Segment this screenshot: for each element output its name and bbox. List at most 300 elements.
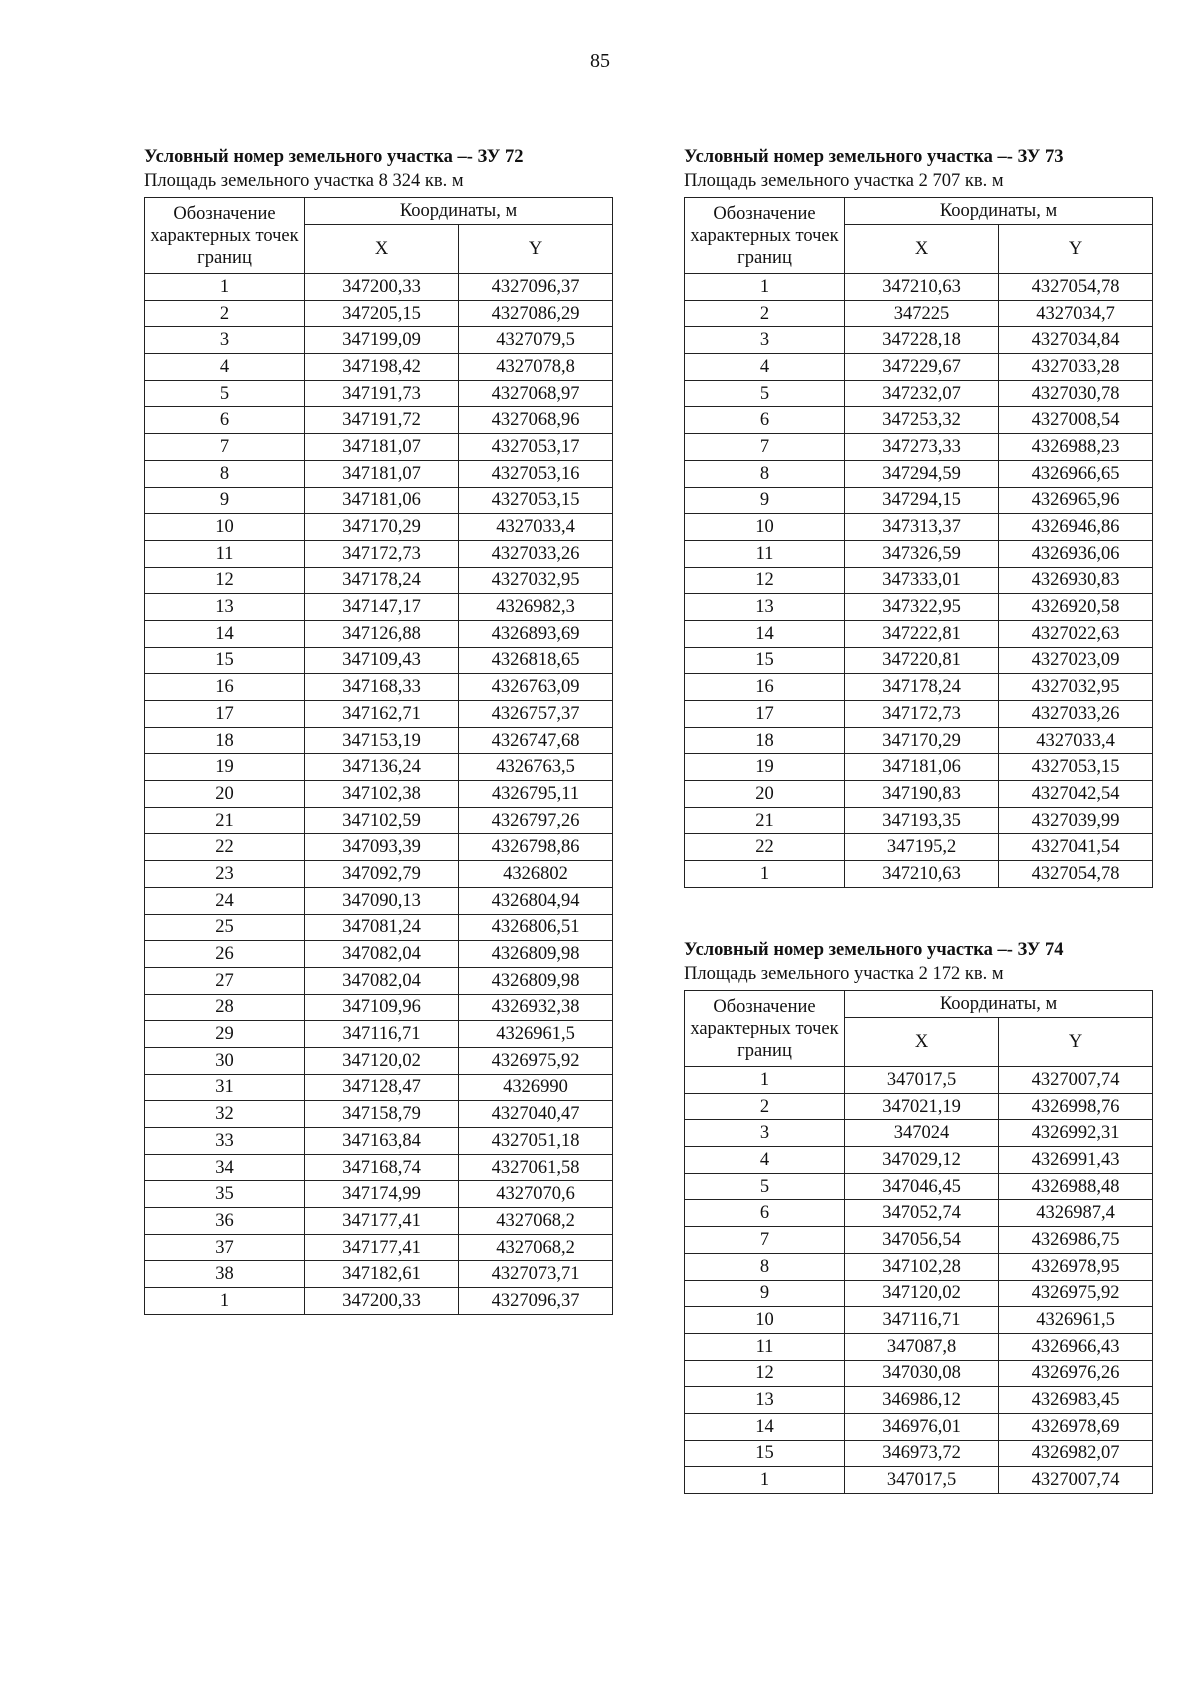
- point-id-cell: 1: [685, 274, 845, 301]
- point-id-cell: 21: [685, 807, 845, 834]
- table-row: [145, 781, 613, 808]
- y-coordinate-cell: 4326809,98: [459, 941, 613, 968]
- table-row: [145, 1154, 613, 1181]
- x-coordinate-cell: 347102,59: [305, 807, 459, 834]
- table-row: [685, 861, 1153, 888]
- x-coordinate-cell: 347313,37: [845, 514, 999, 541]
- y-coordinate-cell: 4327007,74: [999, 1467, 1153, 1494]
- x-coordinate-cell: 347178,24: [305, 567, 459, 594]
- y-coordinate-cell: 4327096,37: [459, 274, 613, 301]
- table-row: [685, 1413, 1153, 1440]
- point-id-cell: 19: [685, 754, 845, 781]
- y-coordinate-cell: 4327073,71: [459, 1261, 613, 1288]
- table-row: [685, 380, 1153, 407]
- x-coordinate-cell: 347082,04: [305, 967, 459, 994]
- table-row: [145, 540, 613, 567]
- y-coordinate-cell: 4326932,38: [459, 994, 613, 1021]
- point-id-cell: 3: [685, 1120, 845, 1147]
- point-id-cell: 7: [685, 1227, 845, 1254]
- y-coordinate-cell: 4327032,95: [459, 567, 613, 594]
- point-id-cell: 8: [685, 1253, 845, 1280]
- x-coordinate-cell: 347178,24: [845, 674, 999, 701]
- point-id-cell: 24: [145, 887, 305, 914]
- point-id-cell: 10: [685, 1307, 845, 1334]
- coordinates-table: [144, 197, 613, 1315]
- table-row: [145, 274, 613, 301]
- y-coordinate-cell: 4327078,8: [459, 354, 613, 381]
- x-coordinate-cell: 347116,71: [305, 1021, 459, 1048]
- table-row: [145, 754, 613, 781]
- x-coordinate-cell: 347158,79: [305, 1101, 459, 1128]
- x-coordinate-cell: 347029,12: [845, 1147, 999, 1174]
- point-id-cell: 17: [685, 701, 845, 728]
- table-row: [145, 327, 613, 354]
- x-coordinate-cell: 347198,42: [305, 354, 459, 381]
- x-coordinate-cell: 347168,74: [305, 1154, 459, 1181]
- y-coordinate-cell: 4326795,11: [459, 781, 613, 808]
- x-coordinate-cell: 347030,08: [845, 1360, 999, 1387]
- x-coordinate-cell: 347128,47: [305, 1074, 459, 1101]
- x-coordinate-cell: 347182,61: [305, 1261, 459, 1288]
- x-coordinate-cell: 347199,09: [305, 327, 459, 354]
- table-row: [145, 994, 613, 1021]
- table-row: [685, 1200, 1153, 1227]
- table-header: [145, 198, 613, 274]
- coordinates-table: [684, 197, 1153, 888]
- y-coordinate-cell: 4327054,78: [999, 274, 1153, 301]
- point-id-cell: 1: [145, 1288, 305, 1315]
- x-coordinate-cell: 347147,17: [305, 594, 459, 621]
- table-row: [685, 460, 1153, 487]
- y-coordinate-cell: 4326990: [459, 1074, 613, 1101]
- point-id-cell: 14: [685, 1413, 845, 1440]
- point-id-cell: 9: [145, 487, 305, 514]
- y-coordinate-cell: 4327023,09: [999, 647, 1153, 674]
- y-coordinate-cell: 4326818,65: [459, 647, 613, 674]
- x-coordinate-cell: 347326,59: [845, 540, 999, 567]
- table-row: [685, 1093, 1153, 1120]
- x-coordinate-cell: 347136,24: [305, 754, 459, 781]
- table-row: [145, 1261, 613, 1288]
- point-id-cell: 5: [685, 1173, 845, 1200]
- x-coordinate-cell: 347087,8: [845, 1333, 999, 1360]
- point-column-header: Обозначение характерных точек границ: [145, 198, 305, 274]
- plot-area: Площадь земельного участка 8 324 кв. м: [144, 171, 464, 191]
- x-coordinate-cell: 347322,95: [845, 594, 999, 621]
- point-id-cell: 4: [145, 354, 305, 381]
- x-coordinate-cell: 347081,24: [305, 914, 459, 941]
- table-row: [685, 1333, 1153, 1360]
- y-coordinate-cell: 4327068,2: [459, 1208, 613, 1235]
- point-id-cell: 26: [145, 941, 305, 968]
- table-row: [685, 1173, 1153, 1200]
- y-coordinate-cell: 4326961,5: [999, 1307, 1153, 1334]
- x-coordinate-cell: 347093,39: [305, 834, 459, 861]
- point-id-cell: 11: [145, 540, 305, 567]
- x-coordinate-cell: 347172,73: [845, 701, 999, 728]
- table-row: [145, 1208, 613, 1235]
- y-coordinate-cell: 4326763,09: [459, 674, 613, 701]
- table-row: [685, 727, 1153, 754]
- table-row: [685, 620, 1153, 647]
- x-coordinate-cell: 347170,29: [845, 727, 999, 754]
- point-id-cell: 2: [685, 300, 845, 327]
- y-column-header: Y: [999, 1018, 1153, 1067]
- plot-area: Площадь земельного участка 2 172 кв. м: [684, 964, 1004, 984]
- table-row: [145, 727, 613, 754]
- plot-section: [144, 145, 612, 1315]
- x-coordinate-cell: 347181,07: [305, 434, 459, 461]
- x-coordinate-cell: 347181,07: [305, 460, 459, 487]
- point-id-cell: 17: [145, 701, 305, 728]
- table-row: [685, 1120, 1153, 1147]
- point-id-cell: 27: [145, 967, 305, 994]
- y-coordinate-cell: 4326804,94: [459, 887, 613, 914]
- point-id-cell: 7: [145, 434, 305, 461]
- y-coordinate-cell: 4327033,26: [459, 540, 613, 567]
- y-coordinate-cell: 4327068,96: [459, 407, 613, 434]
- plot-area: Площадь земельного участка 2 707 кв. м: [684, 171, 1004, 191]
- table-row: [685, 594, 1153, 621]
- table-row: [685, 1387, 1153, 1414]
- table-row: [145, 1021, 613, 1048]
- y-coordinate-cell: 4327068,97: [459, 380, 613, 407]
- x-coordinate-cell: 347200,33: [305, 274, 459, 301]
- point-id-cell: 5: [685, 380, 845, 407]
- point-id-cell: 10: [685, 514, 845, 541]
- point-id-cell: 2: [145, 300, 305, 327]
- x-coordinate-cell: 347116,71: [845, 1307, 999, 1334]
- table-row: [685, 540, 1153, 567]
- y-coordinate-cell: 4327054,78: [999, 861, 1153, 888]
- x-coordinate-cell: 347153,19: [305, 727, 459, 754]
- x-coordinate-cell: 346973,72: [845, 1440, 999, 1467]
- y-coordinate-cell: 4327053,16: [459, 460, 613, 487]
- y-coordinate-cell: 4326983,45: [999, 1387, 1153, 1414]
- table-row: [145, 887, 613, 914]
- point-id-cell: 1: [145, 274, 305, 301]
- table-row: [145, 380, 613, 407]
- x-coordinate-cell: 347109,96: [305, 994, 459, 1021]
- x-coordinate-cell: 347126,88: [305, 620, 459, 647]
- table-row: [145, 1234, 613, 1261]
- point-column-header: Обозначение характерных точек границ: [685, 198, 845, 274]
- y-coordinate-cell: 4326986,75: [999, 1227, 1153, 1254]
- x-coordinate-cell: 347210,63: [845, 861, 999, 888]
- x-coordinate-cell: 347172,73: [305, 540, 459, 567]
- table-row: [145, 460, 613, 487]
- x-coordinate-cell: 347170,29: [305, 514, 459, 541]
- table-row: [685, 1067, 1153, 1094]
- table-row: [685, 1440, 1153, 1467]
- y-coordinate-cell: 4326988,23: [999, 434, 1153, 461]
- table-row: [145, 594, 613, 621]
- point-id-cell: 6: [685, 407, 845, 434]
- point-id-cell: 28: [145, 994, 305, 1021]
- point-id-cell: 29: [145, 1021, 305, 1048]
- x-coordinate-cell: 347193,35: [845, 807, 999, 834]
- point-id-cell: 23: [145, 861, 305, 888]
- point-id-cell: 6: [145, 407, 305, 434]
- table-row: [685, 1227, 1153, 1254]
- x-coordinate-cell: 347190,83: [845, 781, 999, 808]
- x-coordinate-cell: 347191,72: [305, 407, 459, 434]
- point-id-cell: 11: [685, 1333, 845, 1360]
- point-id-cell: 36: [145, 1208, 305, 1235]
- x-coordinate-cell: 347177,41: [305, 1208, 459, 1235]
- x-coordinate-cell: 347294,15: [845, 487, 999, 514]
- x-coordinate-cell: 347046,45: [845, 1173, 999, 1200]
- table-row: [685, 514, 1153, 541]
- y-coordinate-cell: 4326992,31: [999, 1120, 1153, 1147]
- x-coordinate-cell: 347024: [845, 1120, 999, 1147]
- point-id-cell: 9: [685, 487, 845, 514]
- y-coordinate-cell: 4326763,5: [459, 754, 613, 781]
- point-id-cell: 18: [145, 727, 305, 754]
- x-coordinate-cell: 347229,67: [845, 354, 999, 381]
- x-column-header: X: [845, 1018, 999, 1067]
- table-row: [145, 1101, 613, 1128]
- point-id-cell: 22: [685, 834, 845, 861]
- point-id-cell: 20: [145, 781, 305, 808]
- x-coordinate-cell: 347092,79: [305, 861, 459, 888]
- x-coordinate-cell: 346986,12: [845, 1387, 999, 1414]
- y-coordinate-cell: 4327034,7: [999, 300, 1153, 327]
- point-id-cell: 9: [685, 1280, 845, 1307]
- table-row: [685, 674, 1153, 701]
- table-row: [685, 1280, 1153, 1307]
- y-coordinate-cell: 4327008,54: [999, 407, 1153, 434]
- table-row: [145, 701, 613, 728]
- table-row: [685, 781, 1153, 808]
- y-coordinate-cell: 4327068,2: [459, 1234, 613, 1261]
- table-row: [145, 1047, 613, 1074]
- x-column-header: X: [305, 225, 459, 274]
- y-coordinate-cell: 4327033,28: [999, 354, 1153, 381]
- table-row: [685, 567, 1153, 594]
- y-column-header: Y: [999, 225, 1153, 274]
- point-id-cell: 13: [145, 594, 305, 621]
- table-row: [685, 1467, 1153, 1494]
- point-id-cell: 12: [685, 1360, 845, 1387]
- table-header: [685, 198, 1153, 274]
- point-id-cell: 7: [685, 434, 845, 461]
- y-coordinate-cell: 4326797,26: [459, 807, 613, 834]
- table-row: [145, 514, 613, 541]
- table-row: [145, 941, 613, 968]
- x-coordinate-cell: 347253,32: [845, 407, 999, 434]
- y-coordinate-cell: 4327053,17: [459, 434, 613, 461]
- y-coordinate-cell: 4327051,18: [459, 1128, 613, 1155]
- table-row: [145, 434, 613, 461]
- y-coordinate-cell: 4327053,15: [459, 487, 613, 514]
- point-id-cell: 15: [685, 1440, 845, 1467]
- point-id-cell: 13: [685, 1387, 845, 1414]
- y-coordinate-cell: 4326757,37: [459, 701, 613, 728]
- x-coordinate-cell: 347017,5: [845, 1467, 999, 1494]
- x-coordinate-cell: 347273,33: [845, 434, 999, 461]
- x-coordinate-cell: 347168,33: [305, 674, 459, 701]
- x-coordinate-cell: 347082,04: [305, 941, 459, 968]
- x-coordinate-cell: 347225: [845, 300, 999, 327]
- table-row: [685, 274, 1153, 301]
- x-coordinate-cell: 347090,13: [305, 887, 459, 914]
- point-id-cell: 34: [145, 1154, 305, 1181]
- point-id-cell: 6: [685, 1200, 845, 1227]
- x-coordinate-cell: 347220,81: [845, 647, 999, 674]
- point-id-cell: 1: [685, 861, 845, 888]
- point-id-cell: 2: [685, 1093, 845, 1120]
- y-coordinate-cell: 4327030,78: [999, 380, 1153, 407]
- y-coordinate-cell: 4327040,47: [459, 1101, 613, 1128]
- table-row: [145, 834, 613, 861]
- x-coordinate-cell: 347195,2: [845, 834, 999, 861]
- table-row: [685, 1147, 1153, 1174]
- table-row: [685, 434, 1153, 461]
- point-id-cell: 37: [145, 1234, 305, 1261]
- plot-title: Условный номер земельного участка –- ЗУ 72: [144, 147, 524, 167]
- table-row: [145, 807, 613, 834]
- table-row: [145, 1288, 613, 1315]
- coordinates-column-header: Координаты, м: [845, 198, 1153, 225]
- point-id-cell: 18: [685, 727, 845, 754]
- coordinates-column-header: Координаты, м: [305, 198, 613, 225]
- x-coordinate-cell: 347162,71: [305, 701, 459, 728]
- table-row: [145, 567, 613, 594]
- x-coordinate-cell: 347181,06: [845, 754, 999, 781]
- table-row: [685, 487, 1153, 514]
- point-id-cell: 22: [145, 834, 305, 861]
- table-row: [145, 647, 613, 674]
- x-coordinate-cell: 346976,01: [845, 1413, 999, 1440]
- table-row: [145, 1074, 613, 1101]
- point-id-cell: 19: [145, 754, 305, 781]
- y-coordinate-cell: 4326978,69: [999, 1413, 1153, 1440]
- table-row: [145, 861, 613, 888]
- table-row: [685, 1253, 1153, 1280]
- x-coordinate-cell: 347109,43: [305, 647, 459, 674]
- x-coordinate-cell: 347181,06: [305, 487, 459, 514]
- point-id-cell: 4: [685, 1147, 845, 1174]
- y-coordinate-cell: 4326936,06: [999, 540, 1153, 567]
- point-id-cell: 13: [685, 594, 845, 621]
- y-coordinate-cell: 4326975,92: [999, 1280, 1153, 1307]
- table-row: [145, 354, 613, 381]
- point-id-cell: 31: [145, 1074, 305, 1101]
- x-coordinate-cell: 347294,59: [845, 460, 999, 487]
- point-column-header: Обозначение характерных точек границ: [685, 991, 845, 1067]
- point-id-cell: 15: [145, 647, 305, 674]
- y-coordinate-cell: 4326982,07: [999, 1440, 1153, 1467]
- table-row: [685, 354, 1153, 381]
- point-id-cell: 38: [145, 1261, 305, 1288]
- y-coordinate-cell: 4327061,58: [459, 1154, 613, 1181]
- x-coordinate-cell: 347120,02: [845, 1280, 999, 1307]
- point-id-cell: 10: [145, 514, 305, 541]
- point-id-cell: 30: [145, 1047, 305, 1074]
- table-row: [145, 407, 613, 434]
- y-coordinate-cell: 4326747,68: [459, 727, 613, 754]
- table-row: [685, 300, 1153, 327]
- table-row: [685, 754, 1153, 781]
- y-coordinate-cell: 4326975,92: [459, 1047, 613, 1074]
- y-coordinate-cell: 4326930,83: [999, 567, 1153, 594]
- table-row: [145, 300, 613, 327]
- plot-section: [684, 938, 1152, 1494]
- y-coordinate-cell: 4326988,48: [999, 1173, 1153, 1200]
- plot-title: Условный номер земельного участка –- ЗУ 74: [684, 940, 1064, 960]
- x-coordinate-cell: 347222,81: [845, 620, 999, 647]
- table-row: [685, 327, 1153, 354]
- y-coordinate-cell: 4326982,3: [459, 594, 613, 621]
- y-coordinate-cell: 4326946,86: [999, 514, 1153, 541]
- x-coordinate-cell: 347200,33: [305, 1288, 459, 1315]
- table-row: [145, 487, 613, 514]
- y-coordinate-cell: 4327033,4: [999, 727, 1153, 754]
- x-coordinate-cell: 347333,01: [845, 567, 999, 594]
- table-row: [145, 967, 613, 994]
- x-column-header: X: [845, 225, 999, 274]
- table-row: [145, 674, 613, 701]
- point-id-cell: 1: [685, 1067, 845, 1094]
- table-row: [685, 1360, 1153, 1387]
- y-coordinate-cell: 4326809,98: [459, 967, 613, 994]
- y-coordinate-cell: 4327042,54: [999, 781, 1153, 808]
- plot-title: Условный номер земельного участка –- ЗУ 73: [684, 147, 1064, 167]
- point-id-cell: 25: [145, 914, 305, 941]
- table-row: [145, 620, 613, 647]
- y-coordinate-cell: 4327053,15: [999, 754, 1153, 781]
- point-id-cell: 4: [685, 354, 845, 381]
- y-coordinate-cell: 4326806,51: [459, 914, 613, 941]
- y-coordinate-cell: 4326893,69: [459, 620, 613, 647]
- y-coordinate-cell: 4326978,95: [999, 1253, 1153, 1280]
- y-coordinate-cell: 4327032,95: [999, 674, 1153, 701]
- y-coordinate-cell: 4327033,4: [459, 514, 613, 541]
- y-coordinate-cell: 4326920,58: [999, 594, 1153, 621]
- point-id-cell: 12: [145, 567, 305, 594]
- y-coordinate-cell: 4326987,4: [999, 1200, 1153, 1227]
- table-row: [685, 807, 1153, 834]
- point-id-cell: 5: [145, 380, 305, 407]
- y-coordinate-cell: 4327034,84: [999, 327, 1153, 354]
- y-coordinate-cell: 4326976,26: [999, 1360, 1153, 1387]
- x-coordinate-cell: 347228,18: [845, 327, 999, 354]
- table-row: [685, 701, 1153, 728]
- x-coordinate-cell: 347017,5: [845, 1067, 999, 1094]
- y-coordinate-cell: 4327079,5: [459, 327, 613, 354]
- x-coordinate-cell: 347177,41: [305, 1234, 459, 1261]
- y-coordinate-cell: 4327070,6: [459, 1181, 613, 1208]
- x-coordinate-cell: 347021,19: [845, 1093, 999, 1120]
- y-coordinate-cell: 4327007,74: [999, 1067, 1153, 1094]
- point-id-cell: 33: [145, 1128, 305, 1155]
- point-id-cell: 35: [145, 1181, 305, 1208]
- table-row: [685, 834, 1153, 861]
- y-coordinate-cell: 4327041,54: [999, 834, 1153, 861]
- y-coordinate-cell: 4326802: [459, 861, 613, 888]
- x-coordinate-cell: 347205,15: [305, 300, 459, 327]
- x-coordinate-cell: 347102,38: [305, 781, 459, 808]
- x-coordinate-cell: 347232,07: [845, 380, 999, 407]
- coordinates-table: [684, 990, 1153, 1494]
- y-coordinate-cell: 4326961,5: [459, 1021, 613, 1048]
- point-id-cell: 12: [685, 567, 845, 594]
- x-coordinate-cell: 347191,73: [305, 380, 459, 407]
- plot-section: [684, 145, 1152, 888]
- x-coordinate-cell: 347102,28: [845, 1253, 999, 1280]
- coordinates-column-header: Координаты, м: [845, 991, 1153, 1018]
